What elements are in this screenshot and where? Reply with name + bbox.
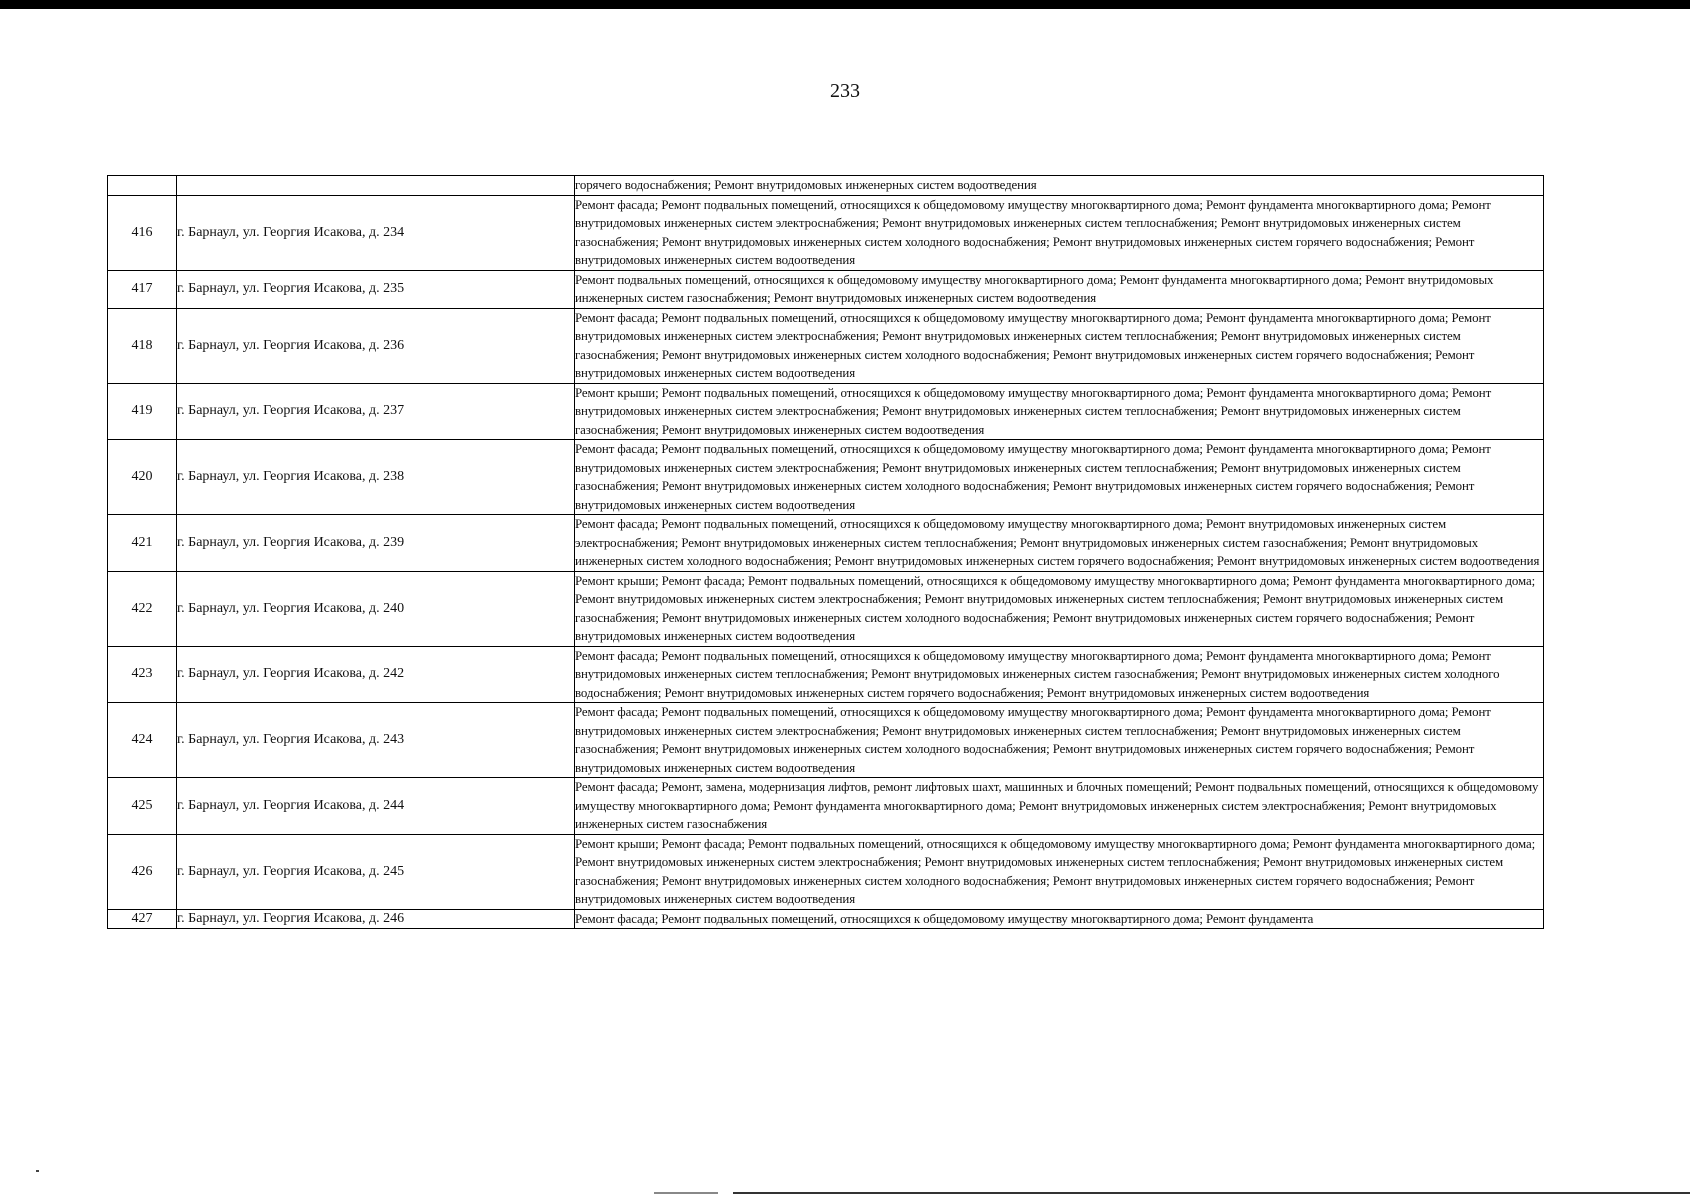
row-number: 416 bbox=[108, 195, 177, 270]
table-row bbox=[108, 703, 1544, 778]
row-address bbox=[177, 176, 575, 196]
row-works: Ремонт подвальных помещений, относящихся к общедомовому имуществу многоквартирного дома; Ремонт фундамента многоквартирного дома; Ремонт внутридомовых инженерных систем газоснабжения; Ремонт внутридомовых инженерных систем водоотведения bbox=[575, 270, 1544, 308]
row-address: г. Барнаул, ул. Георгия Исакова, д. 239 bbox=[177, 515, 575, 572]
row-works: Ремонт фасада; Ремонт подвальных помещений, относящихся к общедомовому имуществу многоквартирного дома; Ремонт фундамента многоквартирного дома; Ремонт внутридомовых инженерных систем электроснабжения; Ремонт внутридомовых инженерных систем теплоснабжения; Ремонт внутридомовых инженерных систем газоснабжения; Ремонт внутридомовых инженерных систем холодного водоснабжения; Ремонт внутридомовых инженерных систем горячего водоснабжения; Ремонт внутридомовых инженерных систем водоотведения bbox=[575, 440, 1544, 515]
row-number: 422 bbox=[108, 571, 177, 646]
row-number: 419 bbox=[108, 383, 177, 440]
row-number: 417 bbox=[108, 270, 177, 308]
row-number: 425 bbox=[108, 778, 177, 835]
row-works: Ремонт фасада; Ремонт подвальных помещений, относящихся к общедомовому имуществу многоквартирного дома; Ремонт внутридомовых инженерных систем электроснабжения; Ремонт внутридомовых инженерных систем теплоснабжения; Ремонт внутридомовых инженерных систем газоснабжения; Ремонт внутридомовых инженерных систем холодного водоснабжения; Ремонт внутридомовых инженерных систем горячего водоснабжения; Ремонт внутридомовых инженерных систем водоотведения bbox=[575, 515, 1544, 572]
row-number: 418 bbox=[108, 308, 177, 383]
row-works: Ремонт фасада; Ремонт подвальных помещений, относящихся к общедомовому имуществу многоквартирного дома; Ремонт фундамента bbox=[575, 909, 1544, 929]
table-row bbox=[108, 383, 1544, 440]
row-address: г. Барнаул, ул. Георгия Исакова, д. 235 bbox=[177, 270, 575, 308]
page-number: 233 bbox=[830, 80, 860, 102]
repair-register-table bbox=[107, 175, 1544, 929]
row-number bbox=[108, 176, 177, 196]
table-row bbox=[108, 834, 1544, 909]
row-address: г. Барнаул, ул. Георгия Исакова, д. 244 bbox=[177, 778, 575, 835]
row-works: Ремонт крыши; Ремонт фасада; Ремонт подвальных помещений, относящихся к общедомовому имуществу многоквартирного дома; Ремонт фундамента многоквартирного дома; Ремонт внутридомовых инженерных систем электроснабжения; Ремонт внутридомовых инженерных систем теплоснабжения; Ремонт внутридомовых инженерных систем газоснабжения; Ремонт внутридомовых инженерных систем холодного водоснабжения; Ремонт внутридомовых инженерных систем горячего водоснабжения; Ремонт внутридомовых инженерных систем водоотведения bbox=[575, 834, 1544, 909]
table-row bbox=[108, 308, 1544, 383]
table-row bbox=[108, 195, 1544, 270]
row-number: 427 bbox=[108, 909, 177, 929]
scan-bottom-edge bbox=[733, 1192, 1690, 1194]
row-number: 421 bbox=[108, 515, 177, 572]
row-address: г. Барнаул, ул. Георгия Исакова, д. 245 bbox=[177, 834, 575, 909]
row-number: 423 bbox=[108, 646, 177, 703]
row-address: г. Барнаул, ул. Георгия Исакова, д. 240 bbox=[177, 571, 575, 646]
table-row bbox=[108, 176, 1544, 196]
row-address: г. Барнаул, ул. Георгия Исакова, д. 238 bbox=[177, 440, 575, 515]
row-address: г. Барнаул, ул. Георгия Исакова, д. 237 bbox=[177, 383, 575, 440]
row-works: Ремонт фасада; Ремонт подвальных помещений, относящихся к общедомовому имуществу многоквартирного дома; Ремонт фундамента многоквартирного дома; Ремонт внутридомовых инженерных систем электроснабжения; Ремонт внутридомовых инженерных систем теплоснабжения; Ремонт внутридомовых инженерных систем газоснабжения; Ремонт внутридомовых инженерных систем холодного водоснабжения; Ремонт внутридомовых инженерных систем горячего водоснабжения; Ремонт внутридомовых инженерных систем водоотведения bbox=[575, 195, 1544, 270]
row-works: Ремонт фасада; Ремонт подвальных помещений, относящихся к общедомовому имуществу многоквартирного дома; Ремонт фундамента многоквартирного дома; Ремонт внутридомовых инженерных систем электроснабжения; Ремонт внутридомовых инженерных систем теплоснабжения; Ремонт внутридомовых инженерных систем газоснабжения; Ремонт внутридомовых инженерных систем холодного водоснабжения; Ремонт внутридомовых инженерных систем горячего водоснабжения; Ремонт внутридомовых инженерных систем водоотведения bbox=[575, 703, 1544, 778]
row-works: Ремонт фасада; Ремонт подвальных помещений, относящихся к общедомовому имуществу многоквартирного дома; Ремонт фундамента многоквартирного дома; Ремонт внутридомовых инженерных систем теплоснабжения; Ремонт внутридомовых инженерных систем газоснабжения; Ремонт внутридомовых инженерных систем холодного водоснабжения; Ремонт внутридомовых инженерных систем горячего водоснабжения; Ремонт внутридомовых инженерных систем водоотведения bbox=[575, 646, 1544, 703]
table-row bbox=[108, 571, 1544, 646]
row-address: г. Барнаул, ул. Георгия Исакова, д. 236 bbox=[177, 308, 575, 383]
row-address: г. Барнаул, ул. Георгия Исакова, д. 243 bbox=[177, 703, 575, 778]
row-number: 420 bbox=[108, 440, 177, 515]
row-works: Ремонт фасада; Ремонт подвальных помещений, относящихся к общедомовому имуществу многоквартирного дома; Ремонт фундамента многоквартирного дома; Ремонт внутридомовых инженерных систем электроснабжения; Ремонт внутридомовых инженерных систем теплоснабжения; Ремонт внутридомовых инженерных систем газоснабжения; Ремонт внутридомовых инженерных систем холодного водоснабжения; Ремонт внутридомовых инженерных систем горячего водоснабжения; Ремонт внутридомовых инженерных систем водоотведения bbox=[575, 308, 1544, 383]
table-row bbox=[108, 440, 1544, 515]
row-works: горячего водоснабжения; Ремонт внутридомовых инженерных систем водоотведения bbox=[575, 176, 1544, 196]
row-works: Ремонт фасада; Ремонт, замена, модернизация лифтов, ремонт лифтовых шахт, машинных и блочных помещений; Ремонт подвальных помещений, относящихся к общедомовому имуществу многоквартирного дома; Ремонт фундамента многоквартирного дома; Ремонт внутридомовых инженерных систем электроснабжения; Ремонт внутридомовых инженерных систем газоснабжения bbox=[575, 778, 1544, 835]
row-number: 424 bbox=[108, 703, 177, 778]
scan-speck bbox=[36, 1170, 39, 1172]
table-row bbox=[108, 515, 1544, 572]
row-number: 426 bbox=[108, 834, 177, 909]
row-address: г. Барнаул, ул. Георгия Исакова, д. 246 bbox=[177, 909, 575, 929]
row-works: Ремонт крыши; Ремонт подвальных помещений, относящихся к общедомовому имуществу многоквартирного дома; Ремонт фундамента многоквартирного дома; Ремонт внутридомовых инженерных систем электроснабжения; Ремонт внутридомовых инженерных систем теплоснабжения; Ремонт внутридомовых инженерных систем газоснабжения; Ремонт внутридомовых инженерных систем водоотведения bbox=[575, 383, 1544, 440]
scan-bottom-mark bbox=[654, 1192, 718, 1194]
table-row bbox=[108, 778, 1544, 835]
table-row bbox=[108, 646, 1544, 703]
row-works: Ремонт крыши; Ремонт фасада; Ремонт подвальных помещений, относящихся к общедомовому имуществу многоквартирного дома; Ремонт фундамента многоквартирного дома; Ремонт внутридомовых инженерных систем электроснабжения; Ремонт внутридомовых инженерных систем теплоснабжения; Ремонт внутридомовых инженерных систем газоснабжения; Ремонт внутридомовых инженерных систем холодного водоснабжения; Ремонт внутридомовых инженерных систем горячего водоснабжения; Ремонт внутридомовых инженерных систем водоотведения bbox=[575, 571, 1544, 646]
table-row bbox=[108, 909, 1544, 929]
row-address: г. Барнаул, ул. Георгия Исакова, д. 234 bbox=[177, 195, 575, 270]
scan-top-edge bbox=[0, 0, 1690, 9]
table-row bbox=[108, 270, 1544, 308]
row-address: г. Барнаул, ул. Георгия Исакова, д. 242 bbox=[177, 646, 575, 703]
